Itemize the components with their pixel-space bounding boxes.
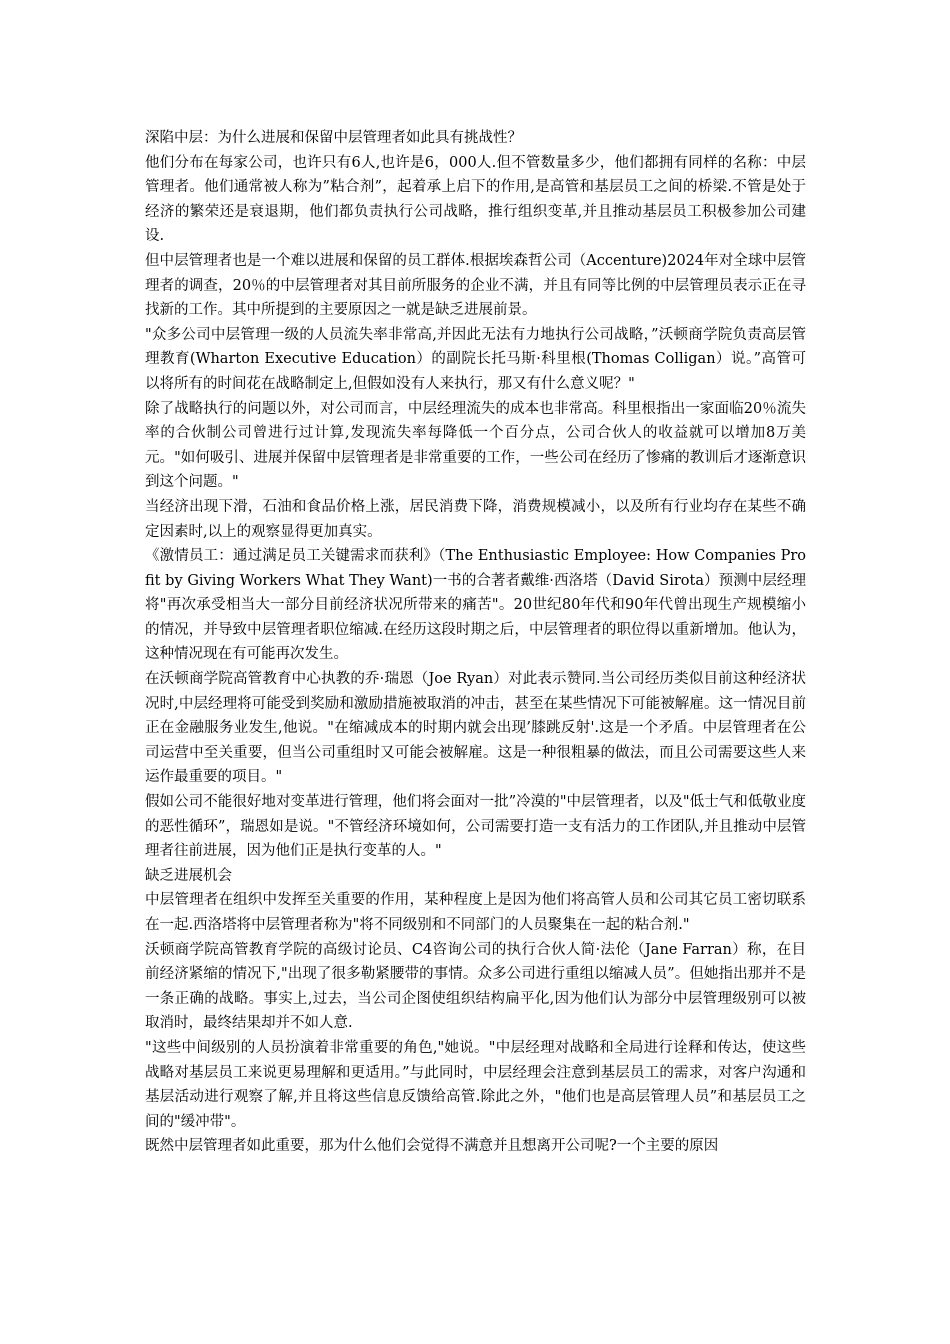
paragraph-10: 沃顿商学院高管教育学院的高级讨论员、C4咨询公司的执行合伙人简·法伦（Jane Farran）称，在目前经济紧缩的情况下,"出现了很多勒紧腰带的事情。众多公司进行重组以缩减人员”。但她指出那并不是一条正确的战略。事实上,过去，当公司企图使组织结构扁平化,因为他们认为部分中层管理级别可以被取消时，最终结果却并不如人意.: [145, 941, 806, 1032]
paragraph-4: 除了战略执行的问题以外，对公司而言，中层经理流失的成本也非常高。科里根指出一家面临20％流失率的合伙制公司曾进行过计算,发现流失率每降低一个百分点，公司合伙人的收益就可以增加8万美元。"如何吸引、进展并保留中层管理者是非常重要的工作，一些公司在经历了惨痛的教训后才逐渐意识到这个问题。": [145, 400, 806, 491]
paragraph-6: 《激情员工：通过满足员工关键需求而获利》（The Enthusiastic Employee: How Companies Profit by Giving Workers What They Want)一书的合著者戴维·西洛塔（David Sirota）预测中层经理将"再次承受相当大一部分目前经济状况所带来的痛苦"。20世纪80年代和90年代曾出现生产规模缩小的情况，并导致中层管理者职位缩减.在经历这段时期之后，中层管理者的职位得以重新增加。他认为，这种情况现在有可能再次发生。: [145, 548, 806, 663]
paragraph-7: 在沃顿商学院高管教育中心执教的乔·瑞恩（Joe Ryan）对此表示赞同.当公司经历类似目前这种经济状况时,中层经理将可能受到奖励和激励措施被取消的冲击，甚至在某些情况下可能被解雇。这一情况目前正在金融服务业发生,他说。"在缩减成本的时期内就会出现’膝跳反射'.这是一个矛盾。中层管理者在公司运营中至关重要，但当公司重组时又可能会被解雇。这是一种很粗暴的做法，而且公司需要这些人来运作最重要的项目。": [145, 671, 806, 786]
paragraph-11: "这些中间级别的人员扮演着非常重要的角色,"她说。"中层经理对战略和全局进行诠释和传达，使这些战略对基层员工来说更易理解和更适用。”与此同时，中层经理会注意到基层员工的需求，对客户沟通和基层活动进行观察了解,并且将这些信息反馈给高管.除此之外，"他们也是高层管理人员”和基层员工之间的"缓冲带"。: [145, 1039, 806, 1130]
paragraph-9: 中层管理者在组织中发挥至关重要的作用，某种程度上是因为他们将高管人员和公司其它员工密切联系在一起.西洛塔将中层管理者称为"将不同级别和不同部门的人员聚集在一起的粘合剂.": [145, 892, 806, 933]
paragraph-5: 当经济出现下滑，石油和食品价格上涨，居民消费下降，消费规模减小，以及所有行业均存在某些不确定因素时,以上的观察显得更加真实。: [145, 498, 806, 540]
paragraph-12: 既然中层管理者如此重要，那为什么他们会觉得不满意并且想离开公司呢?一个主要的原因: [145, 1138, 719, 1155]
document-page: [145, 126, 806, 1159]
document-title: 深陷中层：为什么进展和保留中层管理者如此具有挑战性？: [145, 130, 522, 146]
paragraph-2: 但中层管理者也是一个难以进展和保留的员工群体.根据埃森哲公司（Accenture)2024年对全球中层管理者的调查，20％的中层管理者对其目前所服务的企业不满，并且有同等比例的中层管理员表示正在寻找新的工作。其中所提到的主要原因之一就是缺乏进展前景。: [145, 252, 806, 319]
paragraph-1: 他们分布在每家公司，也许只有6人,也许是6，000人.但不管数量多少，他们都拥有同样的名称：中层管理者。他们通常被人称为”粘合剂”，起着承上启下的作用,是高管和基层员工之间的桥梁.不管是处于经济的繁荣还是衰退期，他们都负责执行公司战略，推行组织变革,并且推动基层员工积极参加公司建设.: [145, 154, 806, 245]
paragraph-8: 假如公司不能很好地对变革进行管理，他们将会面对一批”冷漠的"中层管理者，以及"低士气和低敬业度的恶性循环”，瑞恩如是说。"不管经济环境如何，公司需要打造一支有活力的工作团队,并且推动中层管理者往前进展，因为他们正是执行变革的人。": [145, 794, 806, 860]
section-heading: 缺乏进展机会: [145, 867, 232, 884]
paragraph-3: "众多公司中层管理一级的人员流失率非常高,并因此无法有力地执行公司战略，”沃顿商学院负责高层管理教育(Wharton Executive Education）的副院长托马斯·科里根(Thomas Colligan）说。”高管可以将所有的时间花在战略制定上,但假如没有人来执行，那又有什么意义呢？": [145, 326, 806, 392]
